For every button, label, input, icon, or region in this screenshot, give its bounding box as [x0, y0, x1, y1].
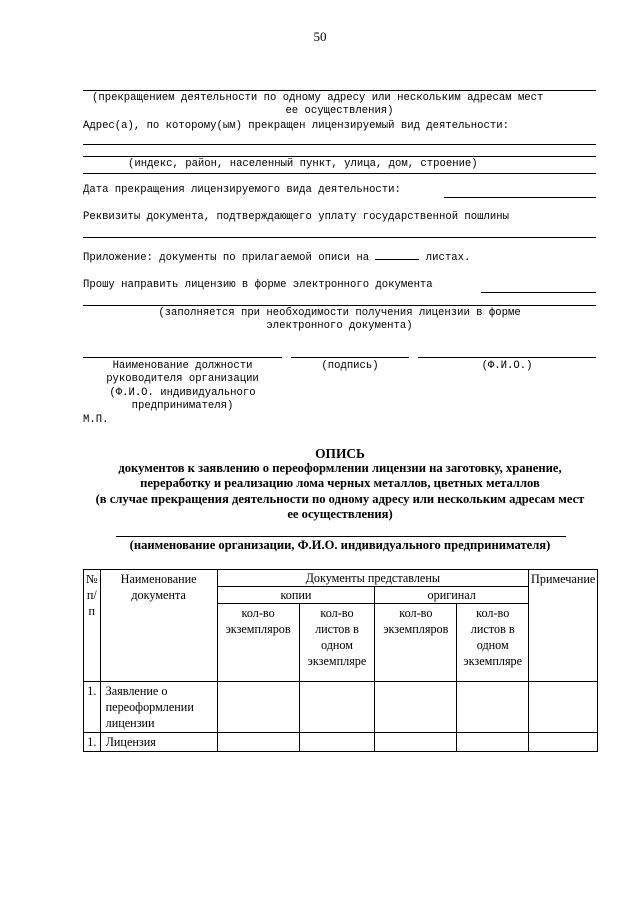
termination-date-label: Дата прекращения лицензируемого вида деятельности:: [83, 184, 401, 196]
header-original-count: кол-во экземпляров: [375, 604, 457, 682]
address-label: Адрес(а), по которому(ым) прекращен лицензируемый вид деятельности:: [83, 120, 509, 132]
header-copies-sheets: кол-во листов в одном экземпляре: [299, 604, 375, 682]
row-copies-sheets[interactable]: [299, 733, 375, 752]
termination-date-field[interactable]: [444, 197, 596, 198]
position-caption-4: предпринимателя): [131, 400, 234, 413]
electronic-caption-2: электронного документа): [266, 320, 413, 332]
inventory-title: ОПИСЬ: [315, 446, 365, 461]
position-caption-2: руководителя организации: [106, 373, 259, 386]
organization-caption: (наименование организации, Ф.И.О. индивидуального предпринимателя): [129, 538, 551, 552]
row-copies-sheets[interactable]: [299, 682, 375, 733]
row-document-name: Лицензия: [100, 733, 217, 752]
termination-caption-2: ее осуществления): [285, 105, 394, 117]
attachment-sheets-field[interactable]: [375, 259, 419, 260]
row-note[interactable]: [529, 733, 598, 752]
table-row: [84, 682, 598, 733]
row-original-sheets[interactable]: [457, 733, 529, 752]
header-original: оригинал: [375, 587, 529, 604]
row-original-sheets[interactable]: [457, 682, 529, 733]
table-header-row-1: [84, 570, 598, 587]
row-note[interactable]: [529, 682, 598, 733]
address-line-2[interactable]: [83, 156, 596, 157]
inventory-subtitle-3: (в случае прекращения деятельности по одному адресу или нескольким адресам мест: [95, 491, 585, 506]
fee-label: Реквизиты документа, подтверждающего уплату государственной пошлины: [83, 211, 509, 223]
organization-line[interactable]: [116, 536, 566, 537]
stamp-label: М.П.: [83, 414, 109, 426]
row-document-name: Заявление о переоформлении лицензии: [100, 682, 217, 733]
header-documents-submitted: Документы представлены: [217, 570, 528, 587]
signature-line[interactable]: [291, 357, 409, 358]
header-note: Примечание: [529, 570, 598, 682]
name-line[interactable]: [418, 357, 596, 358]
fee-field-line[interactable]: [83, 237, 596, 238]
position-caption: [83, 360, 282, 414]
row-num: 1.: [84, 733, 101, 752]
termination-caption-1: (прекращением деятельности по одному адресу или нескольким адресам мест: [92, 92, 544, 104]
inventory-heading: [60, 446, 620, 522]
table-row: [84, 733, 598, 752]
row-copies-count[interactable]: [217, 682, 299, 733]
row-original-count[interactable]: [375, 733, 457, 752]
attachment-line: [83, 252, 470, 264]
header-copies-count: кол-во экземпляров: [217, 604, 299, 682]
electronic-request: Прошу направить лицензию в форме электронного документа: [83, 279, 433, 291]
address-line-1[interactable]: [83, 144, 596, 145]
header-copies: копии: [217, 587, 375, 604]
electronic-caption-1: (заполняется при необходимости получения лицензии в форме: [158, 307, 521, 319]
electronic-line[interactable]: [83, 305, 596, 306]
row-num: 1.: [84, 682, 101, 733]
inventory-subtitle-2: переработку и реализацию лома черных металлов, цветных металлов: [140, 476, 540, 491]
attachment-suffix: листах.: [425, 252, 471, 264]
name-caption: (Ф.И.О.): [481, 360, 533, 372]
page-number: 50: [313, 29, 327, 44]
position-line[interactable]: [83, 357, 282, 358]
position-caption-1: Наименование должности: [112, 360, 253, 372]
position-caption-3: (Ф.И.О. индивидуального: [109, 386, 256, 399]
address-caption: (индекс, район, населенный пункт, улица, дом, строение): [128, 158, 478, 170]
electronic-request-field[interactable]: [481, 292, 596, 293]
header-num: № п/п: [84, 570, 101, 682]
header-document-name: Наименование документа: [100, 570, 217, 682]
attachment-prefix: Приложение: документы по прилагаемой описи на: [83, 252, 370, 264]
header-original-sheets: кол-во листов в одном экземпляре: [457, 604, 529, 682]
inventory-subtitle-1: документов к заявлению о переоформлении лицензии на заготовку, хранение,: [118, 461, 562, 476]
termination-line: [83, 90, 596, 91]
address-line-3[interactable]: [83, 173, 596, 174]
row-original-count[interactable]: [375, 682, 457, 733]
row-copies-count[interactable]: [217, 733, 299, 752]
inventory-table: [83, 569, 598, 752]
inventory-subtitle-4: ее осуществления): [287, 506, 393, 521]
signature-caption: (подпись): [321, 360, 379, 372]
